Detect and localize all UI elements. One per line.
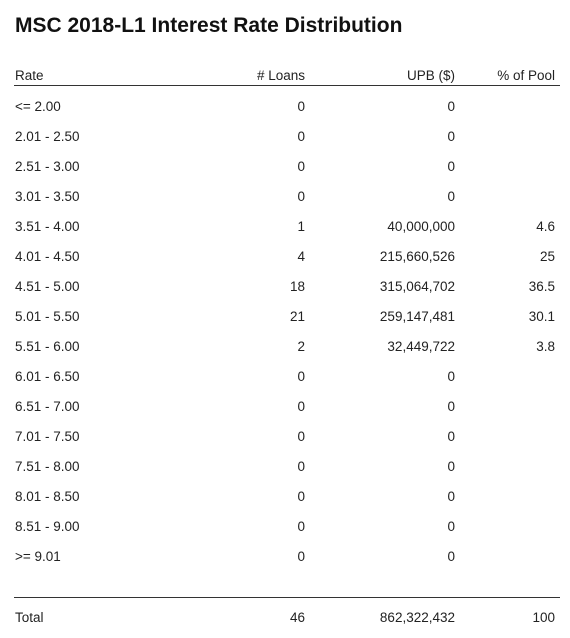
table-row: [14, 242, 560, 272]
loans-cell: 0: [297, 159, 305, 174]
rate-cell: 3.51 - 4.00: [15, 219, 80, 234]
upb-cell: 0: [447, 459, 455, 474]
upb-cell: 0: [447, 129, 455, 144]
rate-cell: 7.01 - 7.50: [15, 429, 80, 444]
rate-cell: 8.51 - 9.00: [15, 519, 80, 534]
rate-cell: 2.51 - 3.00: [15, 159, 80, 174]
interest-rate-table: [14, 66, 560, 638]
header-rate: Rate: [15, 68, 44, 83]
loans-cell: 0: [297, 549, 305, 564]
total-row: [14, 597, 560, 638]
spacer: [14, 572, 560, 597]
loans-cell: 0: [297, 99, 305, 114]
total-pool: 100: [532, 610, 555, 625]
upb-cell: 215,660,526: [379, 249, 455, 264]
table-row: [14, 272, 560, 302]
rate-cell: <= 2.00: [15, 99, 61, 114]
rate-cell: 4.01 - 4.50: [15, 249, 80, 264]
header-row: [14, 66, 560, 86]
table-row: [14, 362, 560, 392]
loans-cell: 0: [297, 399, 305, 414]
loans-cell: 0: [297, 429, 305, 444]
total-upb: 862,322,432: [379, 610, 455, 625]
pool-cell: 4.6: [536, 219, 555, 234]
total-loans: 46: [289, 610, 305, 625]
upb-cell: 315,064,702: [379, 279, 455, 294]
upb-cell: 0: [447, 399, 455, 414]
upb-cell: 32,449,722: [387, 339, 455, 354]
rate-cell: 8.01 - 8.50: [15, 489, 80, 504]
table-row: [14, 122, 560, 152]
table-row: [14, 212, 560, 242]
upb-cell: 0: [447, 549, 455, 564]
table-row: [14, 512, 560, 542]
pool-cell: 30.1: [528, 309, 555, 324]
loans-cell: 0: [297, 189, 305, 204]
rate-cell: 4.51 - 5.00: [15, 279, 80, 294]
loans-cell: 0: [297, 369, 305, 384]
loans-cell: 21: [289, 309, 305, 324]
rate-cell: 5.01 - 5.50: [15, 309, 80, 324]
upb-cell: 40,000,000: [387, 219, 455, 234]
rate-cell: >= 9.01: [15, 549, 61, 564]
table-row: [14, 152, 560, 182]
table-row: [14, 302, 560, 332]
header-upb: UPB ($): [406, 68, 455, 83]
rate-cell: 3.01 - 3.50: [15, 189, 80, 204]
loans-cell: 4: [297, 249, 305, 264]
loans-cell: 18: [289, 279, 305, 294]
upb-cell: 0: [447, 189, 455, 204]
table-body: [14, 86, 560, 572]
table-row: [14, 542, 560, 572]
total-label: Total: [15, 610, 44, 625]
rate-cell: 7.51 - 8.00: [15, 459, 80, 474]
table-row: [14, 392, 560, 422]
upb-cell: 0: [447, 519, 455, 534]
table-row: [14, 92, 560, 122]
loans-cell: 0: [297, 459, 305, 474]
upb-cell: 0: [447, 369, 455, 384]
loans-cell: 0: [297, 519, 305, 534]
table-title: MSC 2018-L1 Interest Rate Distribution: [15, 14, 403, 37]
rate-cell: 5.51 - 6.00: [15, 339, 80, 354]
table-row: [14, 422, 560, 452]
header-pool: % of Pool: [497, 68, 555, 83]
upb-cell: 0: [447, 159, 455, 174]
rate-cell: 6.01 - 6.50: [15, 369, 80, 384]
rate-cell: 2.01 - 2.50: [15, 129, 80, 144]
rate-cell: 6.51 - 7.00: [15, 399, 80, 414]
upb-cell: 0: [447, 429, 455, 444]
loans-cell: 2: [297, 339, 305, 354]
pool-cell: 25: [539, 249, 555, 264]
pool-cell: 36.5: [528, 279, 555, 294]
table-row: [14, 452, 560, 482]
upb-cell: 0: [447, 489, 455, 504]
table-row: [14, 182, 560, 212]
upb-cell: 259,147,481: [379, 309, 455, 324]
table-row: [14, 332, 560, 362]
loans-cell: 1: [297, 219, 305, 234]
loans-cell: 0: [297, 129, 305, 144]
loans-cell: 0: [297, 489, 305, 504]
pool-cell: 3.8: [536, 339, 555, 354]
header-loans: # Loans: [256, 68, 305, 83]
table-row: [14, 482, 560, 512]
upb-cell: 0: [447, 99, 455, 114]
